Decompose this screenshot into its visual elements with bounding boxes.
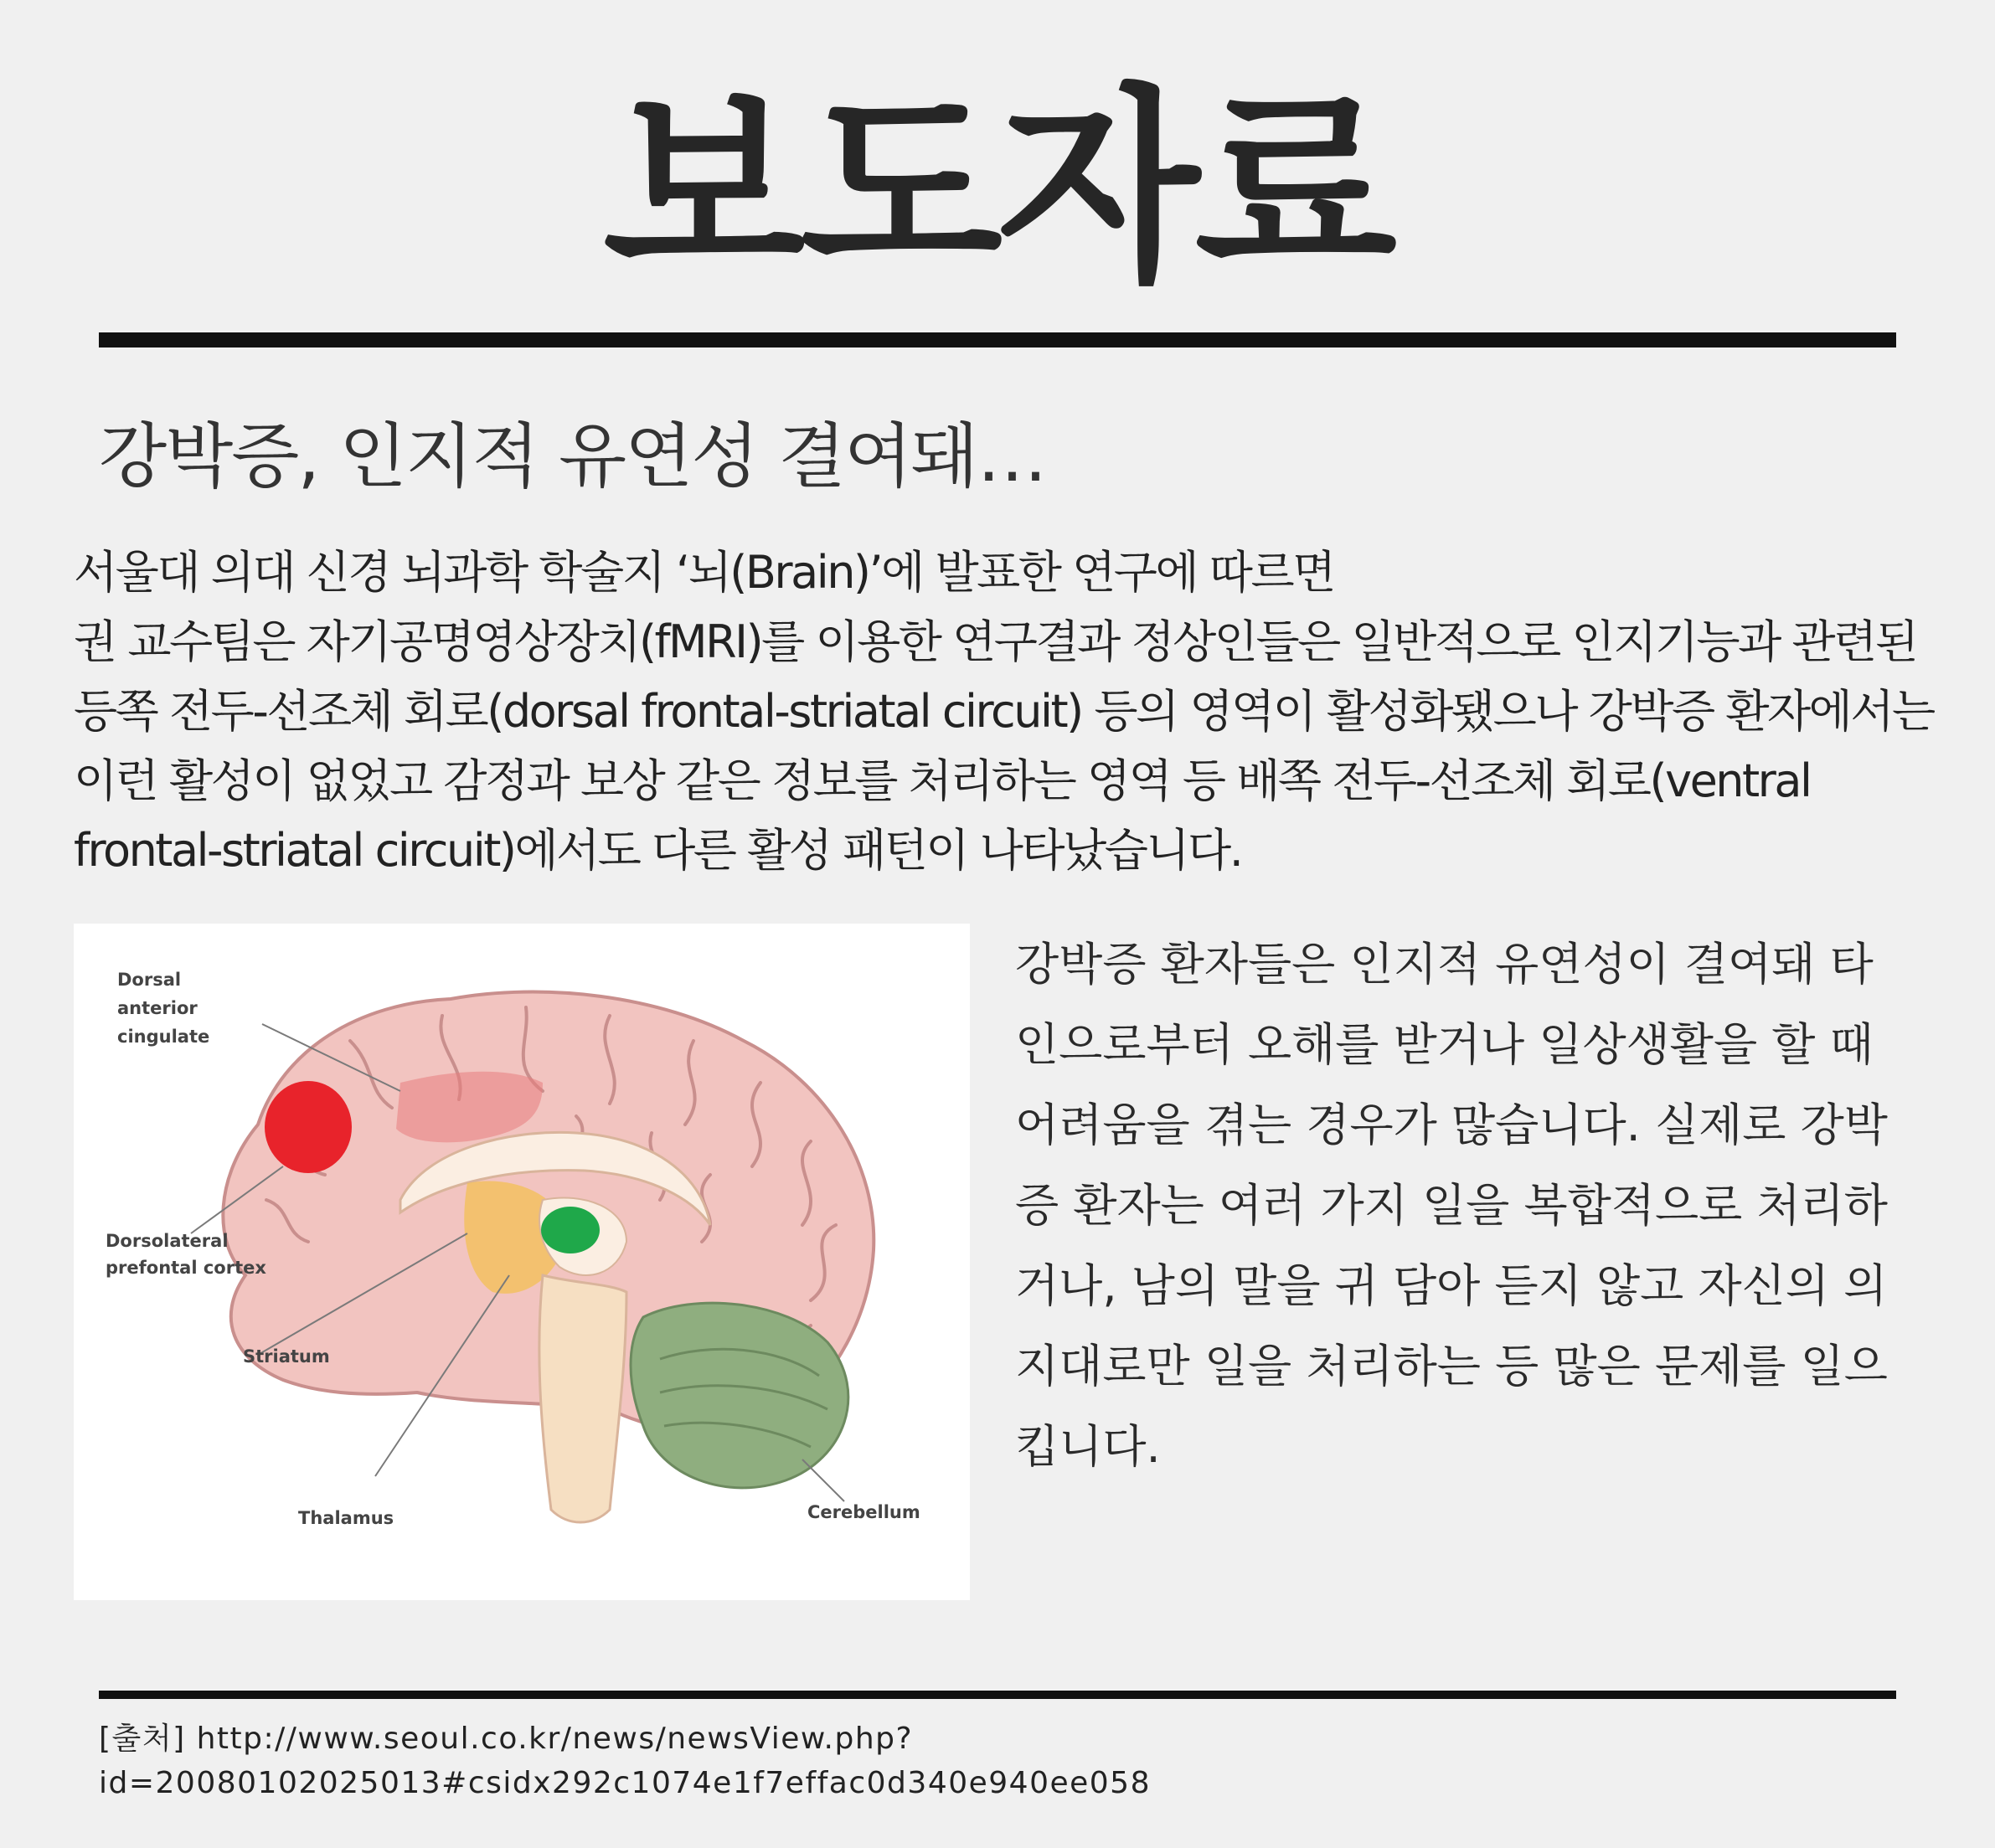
top-divider xyxy=(99,332,1896,347)
label-cerebellum: Cerebellum xyxy=(807,1502,920,1522)
label-prefrontal-cortex: prefontal cortex xyxy=(106,1258,266,1278)
label-dorsal: Dorsal xyxy=(117,970,182,990)
intro-line: 권 교수팀은 자기공명영상장치(fMRI)를 이용한 연구결과 정상인들은 일반적으로 인지기능과 관련된 xyxy=(74,615,1917,668)
label-cingulate: cingulate xyxy=(117,1027,210,1047)
label-dorsolateral: Dorsolateral xyxy=(106,1231,229,1251)
side-line: 인으로부터 오해를 받거나 일상생활을 할 때 xyxy=(1015,1018,1874,1071)
intro-line: 서울대 의대 신경 뇌과학 학술지 ‘뇌(Brain)’에 발표한 연구에 따르면 xyxy=(74,546,1334,599)
source-line: [출처] http://www.seoul.co.kr/news/newsView.php? xyxy=(99,1722,914,1756)
striatum-highlight xyxy=(541,1207,600,1253)
dlpfc-highlight xyxy=(265,1081,352,1173)
side-line: 킵니다. xyxy=(1015,1420,1161,1473)
bottom-divider xyxy=(99,1691,1896,1699)
side-line: 어려움을 겪는 경우가 많습니다. 실제로 강박 xyxy=(1015,1099,1888,1151)
brainstem xyxy=(539,1275,626,1522)
headline: 강박증, 인지적 유연성 결여돼… xyxy=(99,415,1046,497)
brain-illustration xyxy=(74,924,970,1600)
side-line: 증 환자는 여러 가지 일을 복합적으로 처리하 xyxy=(1015,1179,1888,1232)
source-citation xyxy=(99,1717,1941,1805)
intro-paragraph xyxy=(74,538,1958,885)
label-thalamus: Thalamus xyxy=(298,1508,394,1528)
page-title: 보도자료 xyxy=(603,66,1392,310)
side-line: 거나, 남의 말을 귀 담아 듣지 않고 자신의 의 xyxy=(1015,1259,1888,1312)
label-anterior: anterior xyxy=(117,998,198,1018)
side-line: 강박증 환자들은 인지적 유연성이 결여돼 타 xyxy=(1015,938,1874,991)
cerebellum xyxy=(631,1303,848,1488)
source-line: id=20080102025013#csidx292c1074e1f7effac0d340e940ee058 xyxy=(99,1766,1151,1800)
intro-line: frontal-striatal circuit)에서도 다른 활성 패턴이 나타났습니다. xyxy=(74,824,1242,877)
intro-line: 이런 활성이 없었고 감정과 보상 같은 정보를 처리하는 영역 등 배쪽 전두-선조체 회로(ventral xyxy=(74,754,1811,807)
intro-line: 등쪽 전두-선조체 회로(dorsal frontal-striatal circuit) 등의 영역이 활성화됐으나 강박증 환자에서는 xyxy=(74,685,1934,738)
label-striatum: Striatum xyxy=(243,1346,330,1367)
side-line: 지대로만 일을 처리하는 등 많은 문제를 일으 xyxy=(1015,1340,1888,1392)
side-paragraph xyxy=(1015,924,1903,1487)
